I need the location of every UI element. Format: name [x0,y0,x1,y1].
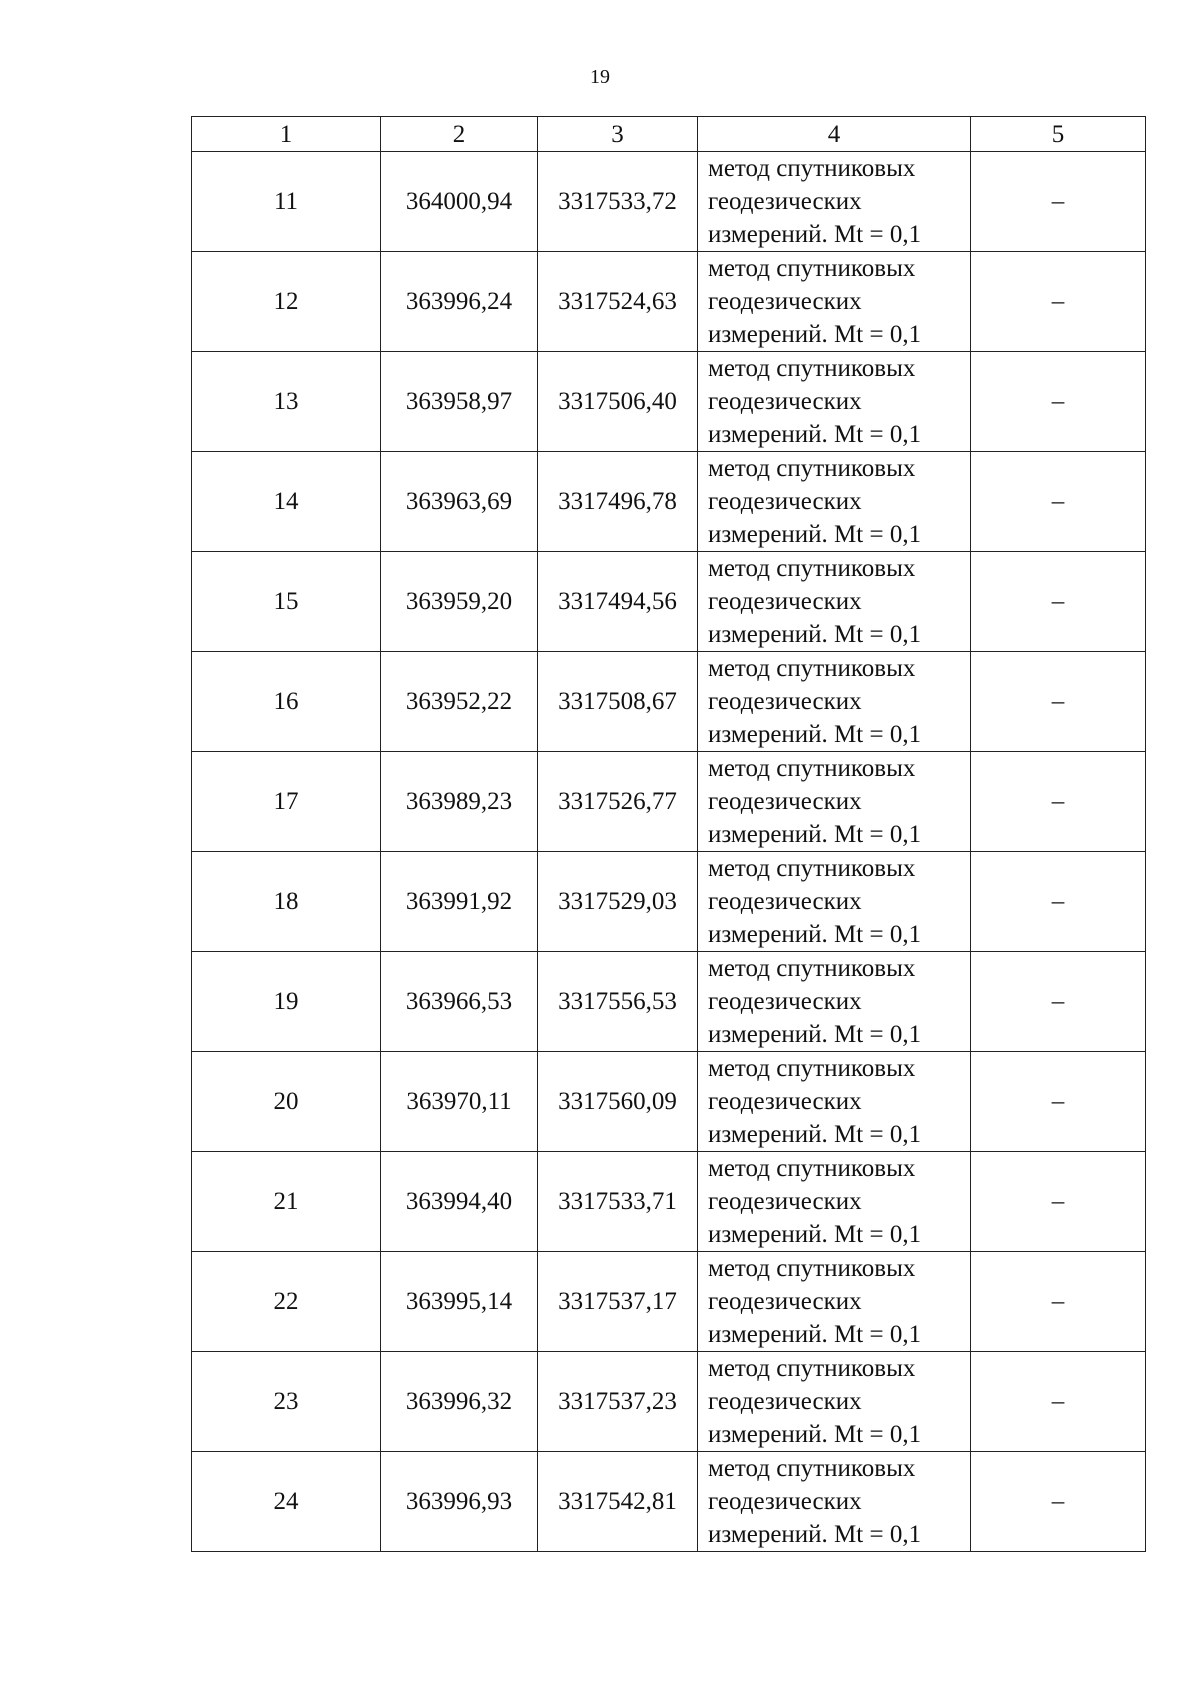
coordinate-y: 3317496,78 [538,452,698,552]
method-line: измерений. Mt = 0,1 [708,621,922,648]
method-line: метод спутниковых [708,555,916,582]
table-row [192,152,1146,252]
coordinate-x: 363952,22 [381,652,538,752]
determination-method [698,252,971,352]
coordinate-y: 3317560,09 [538,1052,698,1152]
table-row [192,352,1146,452]
method-line: геодезических [708,688,862,715]
determination-method [698,952,971,1052]
method-line: геодезических [708,588,862,615]
table-row [192,752,1146,852]
determination-method [698,1252,971,1352]
table-row [192,1452,1146,1552]
point-number: 13 [192,352,381,452]
method-line: метод спутниковых [708,1455,916,1482]
point-number: 19 [192,952,381,1052]
coordinate-y: 3317508,67 [538,652,698,752]
point-number: 24 [192,1452,381,1552]
method-line: измерений. Mt = 0,1 [708,721,922,748]
table-row [192,1052,1146,1152]
point-number: 12 [192,252,381,352]
header-col-3: 3 [538,117,698,152]
coordinate-y: 3317533,72 [538,152,698,252]
point-number: 15 [192,552,381,652]
determination-method [698,752,971,852]
header-row [192,117,1146,152]
method-line: геодезических [708,1288,862,1315]
coordinate-x: 363991,92 [381,852,538,952]
coordinate-y: 3317537,17 [538,1252,698,1352]
header-col-2: 2 [381,117,538,152]
page-number: 19 [590,66,610,88]
header-col-5: 5 [971,117,1146,152]
point-number: 14 [192,452,381,552]
method-line: метод спутниковых [708,1255,916,1282]
table-body [192,152,1146,1552]
method-line: измерений. Mt = 0,1 [708,321,922,348]
coordinates-table [191,116,1146,1552]
coordinate-x: 363959,20 [381,552,538,652]
note-cell: – [971,252,1146,352]
coordinate-y: 3317524,63 [538,252,698,352]
method-line: геодезических [708,1388,862,1415]
method-line: метод спутниковых [708,455,916,482]
point-number: 21 [192,1152,381,1252]
coordinate-x: 363996,32 [381,1352,538,1452]
point-number: 17 [192,752,381,852]
note-cell: – [971,852,1146,952]
coordinate-x: 363966,53 [381,952,538,1052]
method-line: метод спутниковых [708,1055,916,1082]
coordinate-y: 3317533,71 [538,1152,698,1252]
method-line: метод спутниковых [708,955,916,982]
determination-method [698,152,971,252]
note-cell: – [971,1352,1146,1452]
table-row [192,1252,1146,1352]
coordinate-x: 363996,24 [381,252,538,352]
header-col-1: 1 [192,117,381,152]
point-number: 23 [192,1352,381,1452]
method-line: геодезических [708,1188,862,1215]
method-line: метод спутниковых [708,355,916,382]
method-line: геодезических [708,288,862,315]
note-cell: – [971,1052,1146,1152]
method-line: метод спутниковых [708,755,916,782]
method-line: измерений. Mt = 0,1 [708,1421,922,1448]
coordinate-x: 363989,23 [381,752,538,852]
table-row [192,1152,1146,1252]
method-line: измерений. Mt = 0,1 [708,421,922,448]
method-line: измерений. Mt = 0,1 [708,1321,922,1348]
coordinate-x: 363996,93 [381,1452,538,1552]
header-col-4: 4 [698,117,971,152]
table-header [192,117,1146,152]
table-row [192,652,1146,752]
method-line: метод спутниковых [708,1155,916,1182]
method-line: измерений. Mt = 0,1 [708,221,922,248]
note-cell: – [971,152,1146,252]
note-cell: – [971,352,1146,452]
determination-method [698,552,971,652]
determination-method [698,1052,971,1152]
coordinate-y: 3317537,23 [538,1352,698,1452]
coordinate-y: 3317506,40 [538,352,698,452]
method-line: метод спутниковых [708,1355,916,1382]
point-number: 18 [192,852,381,952]
note-cell: – [971,752,1146,852]
method-line: измерений. Mt = 0,1 [708,1121,922,1148]
determination-method [698,452,971,552]
note-cell: – [971,452,1146,552]
coordinate-y: 3317529,03 [538,852,698,952]
method-line: метод спутниковых [708,855,916,882]
determination-method [698,652,971,752]
determination-method [698,352,971,452]
method-line: метод спутниковых [708,655,916,682]
method-line: метод спутниковых [708,155,916,182]
method-line: геодезических [708,488,862,515]
coordinate-x: 363995,14 [381,1252,538,1352]
table-row [192,252,1146,352]
determination-method [698,1352,971,1452]
method-line: геодезических [708,1088,862,1115]
method-line: метод спутниковых [708,255,916,282]
method-line: измерений. Mt = 0,1 [708,1021,922,1048]
method-line: геодезических [708,188,862,215]
note-cell: – [971,1452,1146,1552]
coordinate-x: 363958,97 [381,352,538,452]
note-cell: – [971,1152,1146,1252]
determination-method [698,1452,971,1552]
method-line: геодезических [708,988,862,1015]
coordinate-y: 3317542,81 [538,1452,698,1552]
note-cell: – [971,652,1146,752]
coordinate-x: 364000,94 [381,152,538,252]
coordinate-x: 363970,11 [381,1052,538,1152]
determination-method [698,852,971,952]
method-line: геодезических [708,1488,862,1515]
coordinate-y: 3317494,56 [538,552,698,652]
table-row [192,852,1146,952]
coordinate-x: 363994,40 [381,1152,538,1252]
point-number: 11 [192,152,381,252]
coordinate-x: 363963,69 [381,452,538,552]
coordinate-y: 3317556,53 [538,952,698,1052]
note-cell: – [971,952,1146,1052]
table-row [192,952,1146,1052]
method-line: измерений. Mt = 0,1 [708,521,922,548]
method-line: измерений. Mt = 0,1 [708,1521,922,1548]
method-line: измерений. Mt = 0,1 [708,1221,922,1248]
table-row [192,552,1146,652]
method-line: геодезических [708,788,862,815]
coordinate-y: 3317526,77 [538,752,698,852]
table-row [192,452,1146,552]
point-number: 22 [192,1252,381,1352]
table-row [192,1352,1146,1452]
note-cell: – [971,552,1146,652]
determination-method [698,1152,971,1252]
point-number: 20 [192,1052,381,1152]
point-number: 16 [192,652,381,752]
method-line: измерений. Mt = 0,1 [708,821,922,848]
note-cell: – [971,1252,1146,1352]
method-line: геодезических [708,388,862,415]
method-line: геодезических [708,888,862,915]
method-line: измерений. Mt = 0,1 [708,921,922,948]
